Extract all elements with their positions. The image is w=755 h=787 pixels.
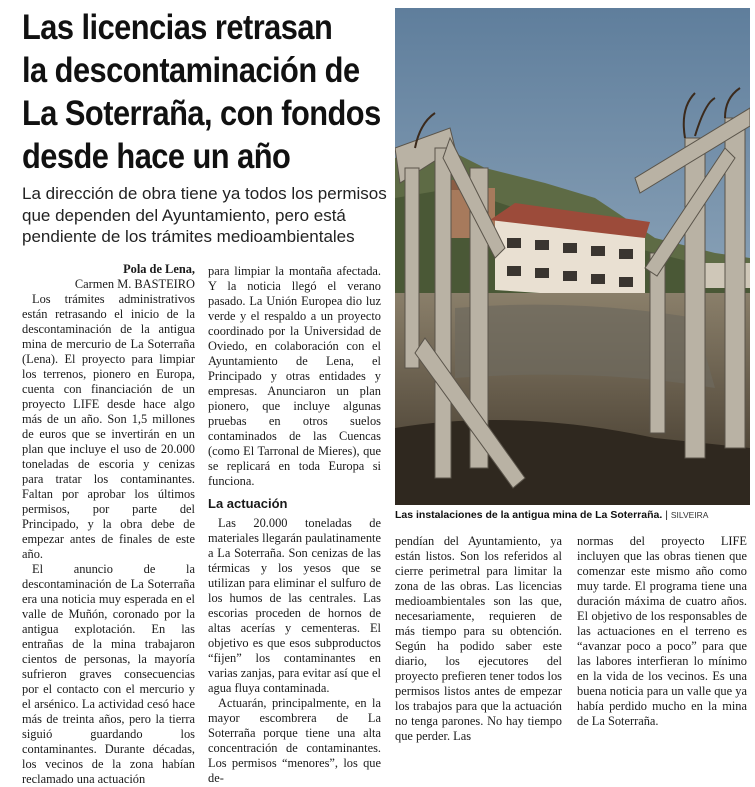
paragraph: Los trámites administrativos están retrasando el inicio de la descontaminación de la antigua mina de mercurio de La Soterraña (Lena). El proyecto para limpiar los terrenos, pionero en Europa, cuenta con financiación de un proyecto LIFE desde hace algo más de un año. Son 1,5 millones de euros que se invertirán en un plan que incluye el uso de 20.000 toneladas de escoria y cenizas para tratar los contaminantes. Faltan por aprobar los últimos permisos, por parte del Principado, y la obra debe de empezar antes de finales de este año.	[22, 292, 195, 561]
subheadline-line: que dependen del Ayuntamiento, pero está	[22, 205, 346, 225]
paragraph: pendían del Ayuntamiento, ya están listos. Son los referidos al cierre perimetral para limitar la zona de las obras. Las licencias medioambientales son las que, necesariamente, requieren de más tiempo para su obtención. Según ha podido saber este diario, los ejecutores del proyecto prefieren tener todos los permisos listos antes de empezar los trabajos para que la actuación no tenga parones. No hay tiempo que perder. Las	[395, 534, 562, 743]
headline-line: la descontaminación de	[22, 51, 360, 90]
headline	[22, 6, 392, 178]
paragraph: Las 20.000 toneladas de materiales llegarán paulatinamente a La Soterraña. Son cenizas de las térmicas y los yesos que se utilizan para eliminar el sulfuro de los humos de las centrales. Las escorias proceden de hornos de altas acerías y cementeras. El objetivo es que esos subproductos “fijen” los contaminantes en varias zanjas, para evitar así que el agua fluya contaminada.	[208, 516, 381, 695]
photo-credit: SILVEIRA	[670, 510, 709, 520]
dateline: Pola de Lena,	[123, 262, 195, 276]
caption-text: Las instalaciones de la antigua mina de La Soterraña.	[395, 509, 663, 521]
section-heading: La actuación	[208, 496, 288, 511]
caption-separator: |	[665, 509, 671, 521]
subheadline	[22, 183, 387, 248]
article-column-3	[395, 534, 562, 744]
subheadline-line: La dirección de obra tiene ya todos los permisos	[22, 184, 387, 203]
article-column-1	[22, 262, 195, 787]
article-column-4	[577, 534, 747, 729]
byline: Carmen M. BASTEIRO	[74, 277, 195, 291]
photo-caption	[395, 509, 755, 521]
paragraph: Actuarán, principalmente, en la mayor escombrera de La Soterraña porque tiene una alta concentración de contaminantes. Los permisos “menores”, los que de-	[208, 696, 381, 785]
paragraph: para limpiar la montaña afectada. Y la noticia llegó el verano pasado. La Unión Europea dio luz verde y el respaldo a un proyecto coordinado por la Universidad de Oviedo, en colaboración con el Ayuntamiento de Lena, el Principado y otras entidades y empresas. Anunciaron un plan pionero, que incluye algunas pruebas en otros suelos contaminados de las Cuencas (como El Tarronal de Mieres), que se replicará en toda Europa si funciona.	[208, 264, 381, 488]
subheadline-line: pendiente de los trámites medioambientales	[22, 227, 355, 246]
headline-line: La Soterraña, con fondos	[22, 94, 381, 133]
paragraph: El anuncio de la descontaminación de La Soterraña era una noticia muy esperada en el valle de Muñón, coronado por la antigua explotación. En las entrañas de la mina trabajaron cientos de personas, la mayoría sufrieron graves consecuencias por el contacto con el mercurio y el arsénico. La actividad cesó hace más de treinta años, pero la tierra siguió guardando los contaminantes. Durante décadas, los vecinos de la zona habían reclamado una actuación	[22, 562, 195, 786]
headline-line: desde hace un año	[22, 137, 291, 176]
mine-photo-illustration	[395, 8, 750, 505]
article-column-2	[208, 264, 381, 786]
headline-line: Las licencias retrasan	[22, 8, 333, 47]
paragraph: normas del proyecto LIFE incluyen que las obras tienen que comenzar este mismo año como muy tarde. El programa tiene una duración máxima de cuatro años. El objetivo de los responsables de las actuaciones en el terreno es “avanzar poco a poco” para que las labores interfieran lo mínimo en la vida de los vecinos. Es una buena noticia para un valle que ya había perdido mucho en la mina de La Soterraña.	[577, 534, 747, 728]
mine-photo	[395, 8, 750, 505]
